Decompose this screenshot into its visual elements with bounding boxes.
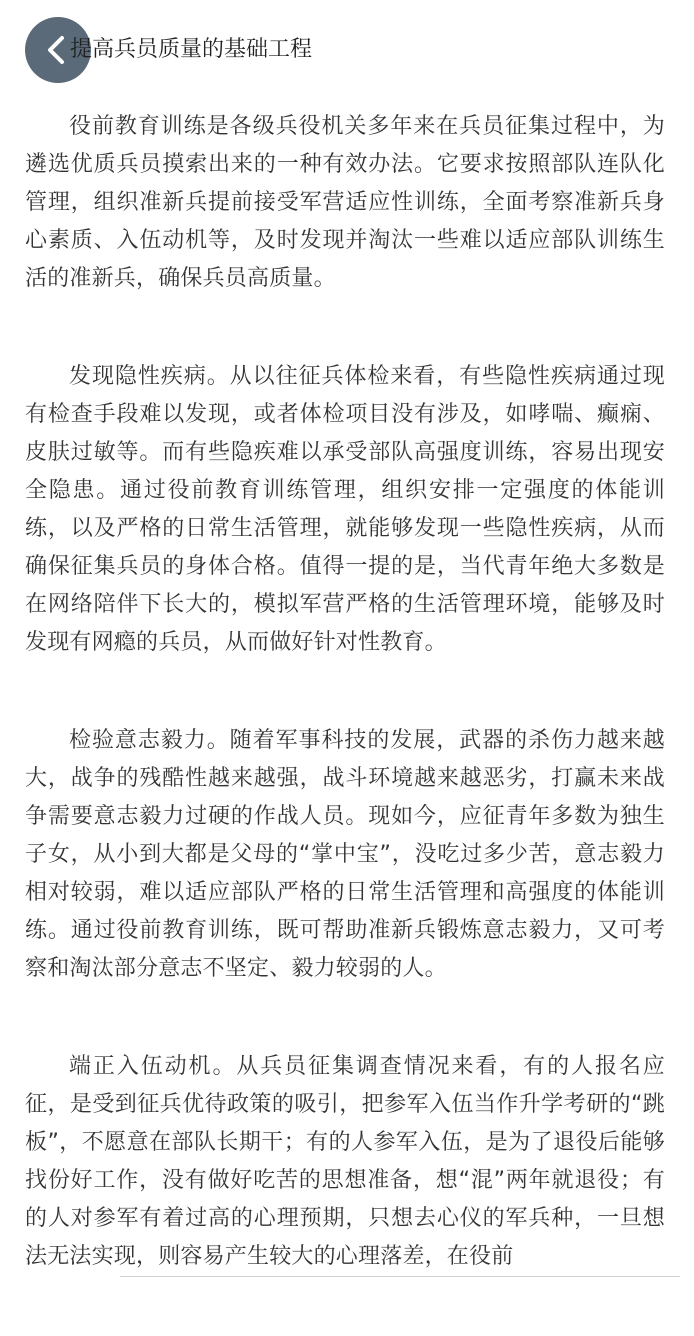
article-paragraph: 役前教育训练是各级兵役机关多年来在兵员征集过程中，为遴选优质兵员摸索出来的一种有效办法。它要求按照部队连队化管理，组织准新兵提前接受军营适应性训练，全面考察准新兵身心素质、入伍动机等，及时发现并淘汰一些难以适应部队训练生活的准新兵，确保兵员高质量。 bbox=[25, 114, 665, 291]
divider bbox=[120, 1276, 680, 1277]
page-title: 提高兵员质量的基础工程 bbox=[70, 37, 313, 62]
article-body bbox=[25, 108, 665, 1336]
article-paragraph: 检验意志毅力。随着军事科技的发展，武器的杀伤力越来越大，战争的残酷性越来越强，战斗环境越来越恶劣，打赢未来战争需要意志毅力过硬的作战人员。现如今，应征青年多数为独生子女，从小到大都是父母的“掌中宝”，没吃过多少苦，意志毅力相对较弱，难以适应部队严格的日常生活管理和高强度的体能训练。通过役前教育训练，既可帮助准新兵锻炼意志毅力，又可考察和淘汰部分意志不坚定、毅力较弱的人。 bbox=[25, 728, 665, 981]
top-bar bbox=[0, 0, 694, 100]
article-paragraph: 端正入伍动机。从兵员征集调查情况来看，有的人报名应征，是受到征兵优待政策的吸引，把参军入伍当作升学考研的“跳板”，不愿意在部队长期干；有的人参军入伍，是为了退役后能够找份好工作，没有做好吃苦的思想准备，想“混”两年就退役；有的人对参军有着过高的心理预期，只想去心仪的军兵种，一旦想法无法实现，则容易产生较大的心理落差，在役前 bbox=[25, 1054, 665, 1269]
article-paragraph: 发现隐性疾病。从以往征兵体检来看，有些隐性疾病通过现有检查手段难以发现，或者体检项目没有涉及，如哮喘、癫痫、皮肤过敏等。而有些隐疾难以承受部队高强度训练，容易出现安全隐患。通过役前教育训练管理，组织安排一定强度的体能训练，以及严格的日常生活管理，就能够发现一些隐性疾病，从而确保征集兵员的身体合格。值得一提的是，当代青年绝大多数是在网络陪伴下长大的，模拟军营严格的生活管理环境，能够及时发现有网瘾的兵员，从而做好针对性教育。 bbox=[25, 364, 665, 655]
